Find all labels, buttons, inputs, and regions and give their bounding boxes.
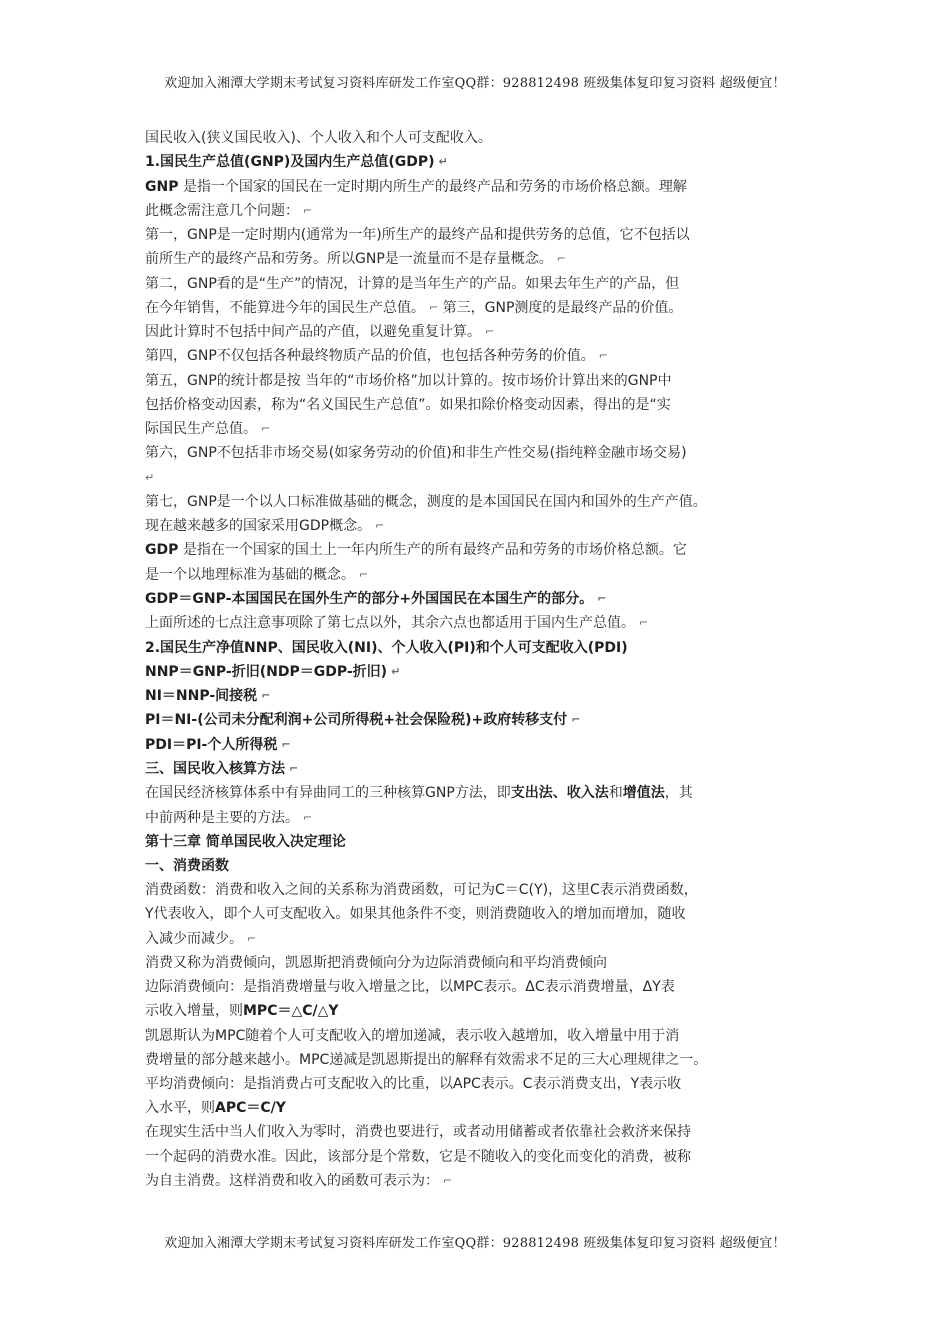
formula-line: GDP＝GNP-本国国民在国外生产的部分+外国国民在本国生产的部分。 ⌐: [145, 587, 825, 611]
return-mark-icon: ⌐: [359, 567, 369, 581]
text-line: 示收入增量，则MPC＝△C/△Y: [145, 1003, 339, 1020]
text-line: 消费又称为消费倾向，凯恩斯把消费倾向分为边际消费倾向和平均消费倾向: [145, 954, 607, 971]
text-line: 在现实生活中当人们收入为零时，消费也要进行，或者动用储蓄或者依靠社会救济来保持: [145, 1124, 691, 1141]
text-line: 中前两种是主要的方法。 ⌐: [145, 806, 825, 830]
text-line: GDP 是指在一个国家的国土上一年内所生产的所有最终产品和劳务的市场价格总额。它: [145, 542, 687, 559]
text-line: 是一个以地理标准为基础的概念。 ⌐: [145, 563, 825, 587]
section-heading: 三、国民收入核算方法 ⌐: [145, 757, 825, 781]
text-line: [145, 466, 825, 490]
text-line: 第一，GNP是一定时期内(通常为一年)所生产的最终产品和提供劳务的总值，它不包括以: [145, 227, 690, 244]
return-mark-icon: ⌐: [598, 349, 608, 363]
text-line: 包括价格变动因素，称为“名义国民生产总值”。如果扣除价格变动因素，得出的是“实: [145, 396, 671, 413]
text-line: 此概念需注意几个问题： ⌐: [145, 199, 825, 223]
page-header: 欢迎加入湘潭大学期末考试复习资料库研发工作室QQ群：928812498 班级集体复印复习资料 超级便宜！: [164, 76, 786, 91]
paragraph-mark-icon: ↵: [391, 664, 401, 678]
return-mark-icon: ⌐: [303, 810, 313, 824]
text-line: 际国民生产总值。 ⌐: [145, 417, 825, 441]
text-line: 前所生产的最终产品和劳务。所以GNP是一流量而不是存量概念。 ⌐: [145, 247, 825, 271]
return-mark-icon: ⌐: [261, 689, 271, 703]
text-line: 第二，GNP看的是“生产”的情况，计算的是当年生产的产品。如果去年生产的产品，但: [145, 275, 680, 292]
return-mark-icon: ⌐: [261, 422, 271, 436]
text-line: 为自主消费。这样消费和收入的函数可表示为： ⌐: [145, 1169, 825, 1193]
return-mark-icon: ⌐: [639, 616, 649, 630]
paragraph-mark-icon: ↵: [145, 470, 155, 484]
text-line: 第五，GNP的统计都是按 当年的“市场价格”加以计算的。按市场价计算出来的GNP中: [145, 372, 672, 389]
text-line: 现在越来越多的国家采用GDP概念。 ⌐: [145, 514, 825, 538]
formula-line: PDI＝PI-个人所得税 ⌐: [145, 733, 825, 757]
text-line: 入减少而减少。 ⌐: [145, 927, 825, 951]
page-footer: 欢迎加入湘潭大学期末考试复习资料库研发工作室QQ群：928812498 班级集体复印复习资料 超级便宜！: [164, 1236, 786, 1251]
return-mark-icon: ⌐: [556, 252, 566, 266]
return-mark-icon: ⌐: [289, 762, 299, 776]
return-mark-icon: ⌐: [281, 737, 291, 751]
return-mark-icon: ⌐: [375, 519, 385, 533]
section-heading: 2.国民生产净值NNP、国民收入(NI)、个人收入(PI)和个人可支配收入(PDI): [145, 639, 628, 656]
paragraph-mark-icon: ↵: [438, 155, 448, 169]
return-mark-icon: ⌐: [485, 325, 495, 339]
text-line: 因此计算时不包括中间产品的产值，以避免重复计算。 ⌐: [145, 320, 825, 344]
section-heading: 1.国民生产总值(GNP)及国内生产总值(GDP) ↵: [145, 150, 825, 174]
text-line: 边际消费倾向：是指消费增量与收入增量之比，以MPC表示。ΔC表示消费增量，ΔY表: [145, 979, 675, 996]
return-mark-icon: ⌐: [571, 713, 581, 727]
return-mark-icon: ⌐: [247, 931, 257, 945]
chapter-title: 第十三章 简单国民收入决定理论: [145, 833, 346, 850]
return-mark-icon: ⌐: [443, 1173, 453, 1187]
section-heading: 一、消费函数: [145, 858, 229, 875]
text-line: Y代表收入，即个人可支配收入。如果其他条件不变，则消费随收入的增加而增加，随收: [145, 906, 686, 923]
return-mark-icon: ⌐: [429, 300, 439, 314]
text-line: 在今年销售，不能算进今年的国民生产总值。 ⌐ 第三，GNP测度的是最终产品的价值。: [145, 296, 825, 320]
text-line: GNP 是指一个国家的国民在一定时期内所生产的最终产品和劳务的市场价格总额。理解: [145, 178, 687, 195]
formula-line: NNP＝GNP-折旧(NDP＝GDP-折旧) ↵: [145, 660, 825, 684]
document-body: [145, 126, 825, 1193]
text-line: 第七，GNP是一个以人口标准做基础的概念，测度的是本国国民在国内和国外的生产产值。: [145, 493, 707, 510]
text-line: 国民收入(狭义国民收入)、个人收入和个人可支配收入。: [145, 130, 492, 146]
return-mark-icon: ⌐: [303, 203, 313, 217]
text-line: 第六，GNP不包括非市场交易(如家务劳动的价值)和非生产性交易(指纯粹金融市场交易): [145, 445, 687, 462]
text-line: 消费函数：消费和收入之间的关系称为消费函数，可记为C＝C(Y)，这里C表示消费函数，: [145, 882, 698, 899]
text-line: 入水平，则APC＝C/Y: [145, 1100, 286, 1117]
text-line: 一个起码的消费水准。因此，该部分是个常数，它是不随收入的变化而变化的消费，被称: [145, 1148, 691, 1165]
text-line: 凯恩斯认为MPC随着个人可支配收入的增加递减，表示收入越增加，收入增量中用于消: [145, 1027, 680, 1044]
formula-line: PI＝NI-(公司未分配利润+公司所得税+社会保险税)+政府转移支付 ⌐: [145, 708, 825, 732]
text-line: 第四，GNP不仅包括各种最终物质产品的价值，也包括各种劳务的价值。 ⌐: [145, 344, 825, 368]
text-line: 费增量的部分越来越小。MPC递减是凯恩斯提出的解释有效需求不足的三大心理规律之一。: [145, 1051, 708, 1068]
text-line: 在国民经济核算体系中有异曲同工的三种核算GNP方法，即支出法、收入法和增值法，其: [145, 785, 693, 802]
text-line: 上面所述的七点注意事项除了第七点以外，其余六点也都适用于国内生产总值。 ⌐: [145, 611, 825, 635]
text-line: 平均消费倾向：是指消费占可支配收入的比重，以APC表示。C表示消费支出，Y表示收: [145, 1076, 682, 1092]
formula-line: NI＝NNP-间接税 ⌐: [145, 684, 825, 708]
return-mark-icon: ⌐: [597, 591, 607, 605]
